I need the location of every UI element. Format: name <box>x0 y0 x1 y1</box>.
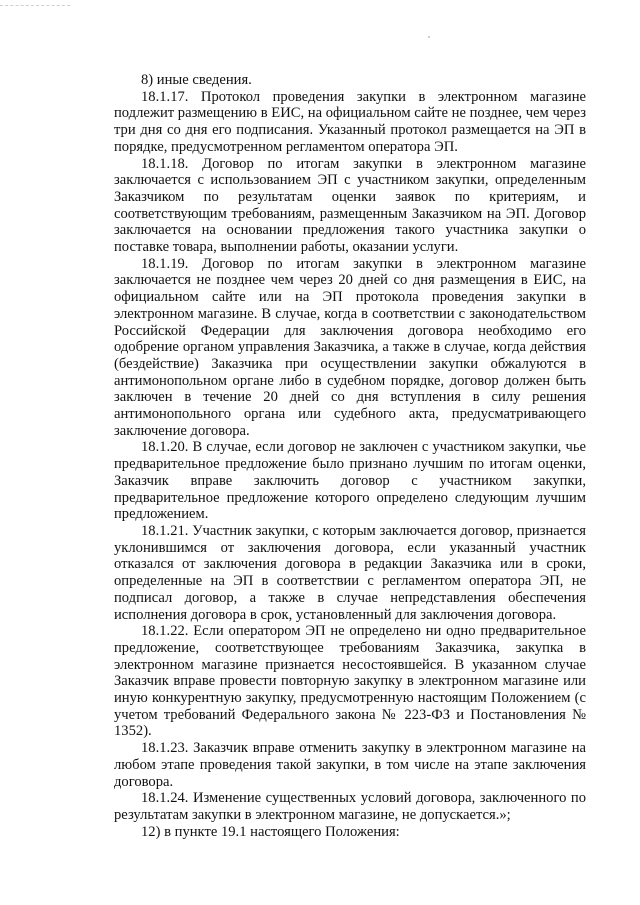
clause-18-1-21: 18.1.21. Участник закупки, с которым заключается договор, признается уклонившимся от заключения договора, если указанный участник отказался от заключения договора в редакции Заказчика или в сроки, определенные на ЭП в соответствии с регламентом оператора ЭП, не подписал договор, а также в случае непредставления обеспечения исполнения договора в срок, установленный для заключения договора. <box>114 522 586 623</box>
scan-dust-mark <box>428 36 430 38</box>
scan-edge-mark <box>0 0 70 6</box>
clause-18-1-17: 18.1.17. Протокол проведения закупки в электронном магазине подлежит размещению в ЕИС, на официальном сайте не позднее, чем через три дня со дня его подписания. Указанный протокол размещается на ЭП в порядке, предусмотренном регламентом оператора ЭП. <box>114 88 586 155</box>
clause-18-1-24: 18.1.24. Изменение существенных условий договора, заключенного по результатам закупки в электронном магазине, не допускается.»; <box>114 790 586 823</box>
amendment-item-12: 12) в пункте 19.1 настоящего Положения: <box>141 823 400 840</box>
list-item-other-info: 8) иные сведения. <box>141 72 252 88</box>
clause-18-1-18: 18.1.18. Договор по итогам закупки в электронном магазине заключается с использованием ЭП с участником закупки, определенным Заказчиком по результатам оценки заявок по критериям, и соответствующим требованиям, размещенным Заказчиком на ЭП. Договор заключается на основании предложения такого участника закупки о поставке товара, выполнении работы, оказании услуги. <box>114 155 586 256</box>
clause-18-1-23: 18.1.23. Заказчик вправе отменить закупку в электронном магазине на любом этапе проведения такой закупки, в том числе на этапе заключения договора. <box>114 740 586 790</box>
document-page <box>114 72 586 840</box>
clause-18-1-19: 18.1.19. Договор по итогам закупки в электронном магазине заключается не позднее чем через 20 дней со дня размещения в ЕИС, на официальном сайте или на ЭП протокола проведения закупки в электронном магазине. В случае, когда в соответствии с законодательством Российской Федерации для заключения договора необходимо его одобрение органом управления Заказчика, а также в случае, когда действия (бездействие) Заказчика при осуществлении закупки обжалуются в антимонопольном органе либо в судебном порядке, договор должен быть заключен в течение 20 дней со дня вступления в силу решения антимонопольного органа или судебного акта, предусматривающего заключение договора. <box>114 255 586 439</box>
clause-18-1-22: 18.1.22. Если оператором ЭП не определено ни одно предварительное предложение, соответствующее требованиям Заказчика, закупка в электронном магазине признается несостоявшейся. В указанном случае Заказчик вправе провести повторную закупку в электронном магазине или иную конкурентную закупку, предусмотренную настоящим Положением (с учетом требований Федерального закона № 223-ФЗ и Постановления № 1352). <box>114 623 586 740</box>
clause-18-1-20: 18.1.20. В случае, если договор не заключен с участником закупки, чье предварительное предложение было признано лучшим по итогам оценки, Заказчик вправе заключить договор с участником закупки, предварительное предложение которого определено следующим лучшим предложением. <box>114 439 586 523</box>
